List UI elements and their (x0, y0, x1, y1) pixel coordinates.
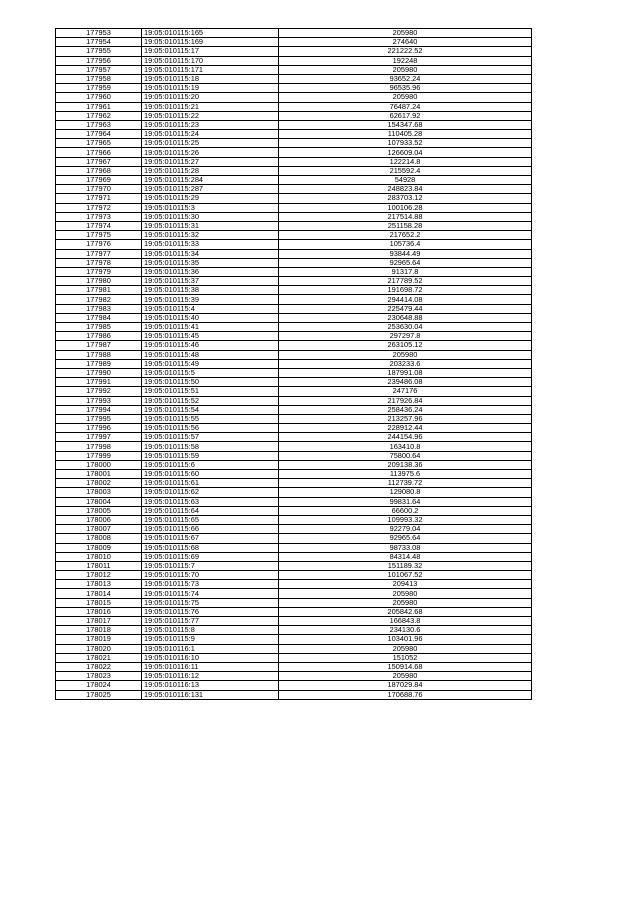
table-row (56, 166, 532, 175)
table-row (56, 451, 532, 460)
row-id-cell: 177972 (56, 203, 142, 212)
table-row (56, 249, 532, 258)
value-cell: 151189.32 (279, 561, 532, 570)
value-cell: 253630.04 (279, 323, 532, 332)
cadastral-number-cell: 19:05:010115:3 (142, 203, 279, 212)
row-id-cell: 178000 (56, 460, 142, 469)
table-row (56, 332, 532, 341)
value-cell: 92965.64 (279, 534, 532, 543)
cadastral-number-cell: 19:05:010115:284 (142, 176, 279, 185)
cadastral-number-cell: 19:05:010115:57 (142, 433, 279, 442)
table-row (56, 286, 532, 295)
value-cell: 112739.72 (279, 479, 532, 488)
cadastral-number-cell: 19:05:010115:55 (142, 414, 279, 423)
value-cell: 247176 (279, 387, 532, 396)
table-row (56, 506, 532, 515)
table-row (56, 617, 532, 626)
value-cell: 217926.84 (279, 396, 532, 405)
cadastral-number-cell: 19:05:010115:7 (142, 561, 279, 570)
value-cell: 297297.8 (279, 332, 532, 341)
table-row (56, 405, 532, 414)
value-cell: 91317.8 (279, 267, 532, 276)
value-cell: 154347.68 (279, 120, 532, 129)
row-id-cell: 177967 (56, 157, 142, 166)
value-cell: 191698.72 (279, 286, 532, 295)
cadastral-number-cell: 19:05:010115:27 (142, 157, 279, 166)
table-row (56, 231, 532, 240)
value-cell: 230648.88 (279, 313, 532, 322)
row-id-cell: 177959 (56, 84, 142, 93)
value-cell: 92965.64 (279, 258, 532, 267)
row-id-cell: 177958 (56, 74, 142, 83)
table-row (56, 681, 532, 690)
cadastral-number-cell: 19:05:010115:45 (142, 332, 279, 341)
value-cell: 99831.64 (279, 497, 532, 506)
table-row (56, 479, 532, 488)
cadastral-number-cell: 19:05:010115:29 (142, 194, 279, 203)
value-cell: 217652.2 (279, 231, 532, 240)
row-id-cell: 178023 (56, 672, 142, 681)
table-body (56, 29, 532, 700)
data-table (55, 28, 532, 700)
table-row (56, 185, 532, 194)
row-id-cell: 177977 (56, 249, 142, 258)
table-row (56, 515, 532, 524)
value-cell: 66600.2 (279, 506, 532, 515)
table-row (56, 258, 532, 267)
table-row (56, 607, 532, 616)
row-id-cell: 178007 (56, 525, 142, 534)
row-id-cell: 178006 (56, 515, 142, 524)
cadastral-number-cell: 19:05:010115:32 (142, 231, 279, 240)
value-cell: 251158.28 (279, 221, 532, 230)
value-cell: 163410.8 (279, 442, 532, 451)
table-row (56, 543, 532, 552)
row-id-cell: 177975 (56, 231, 142, 240)
table-row (56, 470, 532, 479)
cadastral-number-cell: 19:05:010115:30 (142, 212, 279, 221)
cadastral-number-cell: 19:05:010116:13 (142, 681, 279, 690)
row-id-cell: 177973 (56, 212, 142, 221)
table-row (56, 644, 532, 653)
table-row (56, 323, 532, 332)
cadastral-number-cell: 19:05:010115:34 (142, 249, 279, 258)
value-cell: 221222.52 (279, 47, 532, 56)
table-row (56, 84, 532, 93)
cadastral-number-cell: 19:05:010115:67 (142, 534, 279, 543)
cadastral-number-cell: 19:05:010115:37 (142, 277, 279, 286)
row-id-cell: 177994 (56, 405, 142, 414)
table-row (56, 653, 532, 662)
value-cell: 205842.68 (279, 607, 532, 616)
row-id-cell: 178014 (56, 589, 142, 598)
cadastral-number-cell: 19:05:010115:62 (142, 488, 279, 497)
table-row (56, 580, 532, 589)
row-id-cell: 177987 (56, 341, 142, 350)
table-row (56, 29, 532, 38)
table-row (56, 589, 532, 598)
cadastral-number-cell: 19:05:010115:64 (142, 506, 279, 515)
row-id-cell: 177985 (56, 323, 142, 332)
row-id-cell: 177999 (56, 451, 142, 460)
cadastral-number-cell: 19:05:010115:40 (142, 313, 279, 322)
value-cell: 263105.12 (279, 341, 532, 350)
cadastral-number-cell: 19:05:010115:35 (142, 258, 279, 267)
cadastral-number-cell: 19:05:010116:1 (142, 644, 279, 653)
row-id-cell: 177995 (56, 414, 142, 423)
value-cell: 105736.4 (279, 240, 532, 249)
cadastral-number-cell: 19:05:010115:287 (142, 185, 279, 194)
cadastral-number-cell: 19:05:010115:76 (142, 607, 279, 616)
cadastral-number-cell: 19:05:010115:169 (142, 38, 279, 47)
value-cell: 205980 (279, 672, 532, 681)
table-row (56, 387, 532, 396)
cadastral-number-cell: 19:05:010115:60 (142, 470, 279, 479)
value-cell: 113975.6 (279, 470, 532, 479)
table-row (56, 277, 532, 286)
table-row (56, 56, 532, 65)
cadastral-number-cell: 19:05:010115:26 (142, 148, 279, 157)
row-id-cell: 177961 (56, 102, 142, 111)
row-id-cell: 177974 (56, 221, 142, 230)
row-id-cell: 177988 (56, 350, 142, 359)
cadastral-number-cell: 19:05:010115:25 (142, 139, 279, 148)
cadastral-number-cell: 19:05:010115:5 (142, 368, 279, 377)
cadastral-number-cell: 19:05:010115:61 (142, 479, 279, 488)
row-id-cell: 178011 (56, 561, 142, 570)
cadastral-number-cell: 19:05:010115:9 (142, 635, 279, 644)
cadastral-number-cell: 19:05:010115:54 (142, 405, 279, 414)
row-id-cell: 177966 (56, 148, 142, 157)
value-cell: 96535.96 (279, 84, 532, 93)
table-row (56, 240, 532, 249)
table-row (56, 460, 532, 469)
row-id-cell: 177983 (56, 304, 142, 313)
cadastral-number-cell: 19:05:010115:6 (142, 460, 279, 469)
row-id-cell: 178013 (56, 580, 142, 589)
table-row (56, 433, 532, 442)
cadastral-number-cell: 19:05:010115:74 (142, 589, 279, 598)
row-id-cell: 177997 (56, 433, 142, 442)
value-cell: 225479.44 (279, 304, 532, 313)
table-row (56, 102, 532, 111)
row-id-cell: 178025 (56, 690, 142, 699)
value-cell: 126609.04 (279, 148, 532, 157)
row-id-cell: 177986 (56, 332, 142, 341)
value-cell: 110405.28 (279, 130, 532, 139)
value-cell: 294414.08 (279, 295, 532, 304)
value-cell: 244154.96 (279, 433, 532, 442)
row-id-cell: 177980 (56, 277, 142, 286)
cadastral-number-cell: 19:05:010115:24 (142, 130, 279, 139)
cadastral-number-cell: 19:05:010115:69 (142, 552, 279, 561)
row-id-cell: 177956 (56, 56, 142, 65)
cadastral-number-cell: 19:05:010116:10 (142, 653, 279, 662)
cadastral-number-cell: 19:05:010115:8 (142, 626, 279, 635)
value-cell: 192248 (279, 56, 532, 65)
row-id-cell: 177982 (56, 295, 142, 304)
row-id-cell: 178005 (56, 506, 142, 515)
row-id-cell: 177953 (56, 29, 142, 38)
cadastral-number-cell: 19:05:010115:66 (142, 525, 279, 534)
table-row (56, 396, 532, 405)
value-cell: 54928 (279, 176, 532, 185)
cadastral-number-cell: 19:05:010115:75 (142, 598, 279, 607)
value-cell: 187029.84 (279, 681, 532, 690)
row-id-cell: 177960 (56, 93, 142, 102)
cadastral-number-cell: 19:05:010115:65 (142, 515, 279, 524)
row-id-cell: 177963 (56, 120, 142, 129)
row-id-cell: 177998 (56, 442, 142, 451)
value-cell: 248823.84 (279, 185, 532, 194)
row-id-cell: 178020 (56, 644, 142, 653)
value-cell: 84314.48 (279, 552, 532, 561)
cadastral-number-cell: 19:05:010115:36 (142, 267, 279, 276)
table-row (56, 203, 532, 212)
table-row (56, 497, 532, 506)
row-id-cell: 178024 (56, 681, 142, 690)
row-id-cell: 178022 (56, 662, 142, 671)
row-id-cell: 177954 (56, 38, 142, 47)
cadastral-number-cell: 19:05:010115:165 (142, 29, 279, 38)
row-id-cell: 177984 (56, 313, 142, 322)
table-row (56, 267, 532, 276)
cadastral-number-cell: 19:05:010115:73 (142, 580, 279, 589)
cadastral-number-cell: 19:05:010115:39 (142, 295, 279, 304)
value-cell: 103401.96 (279, 635, 532, 644)
table-row (56, 93, 532, 102)
table-row (56, 635, 532, 644)
table-row (56, 194, 532, 203)
row-id-cell: 177989 (56, 359, 142, 368)
value-cell: 258436.24 (279, 405, 532, 414)
table-row (56, 74, 532, 83)
table-row (56, 304, 532, 313)
value-cell: 274640 (279, 38, 532, 47)
value-cell: 62617.92 (279, 111, 532, 120)
value-cell: 150914.68 (279, 662, 532, 671)
cadastral-number-cell: 19:05:010115:19 (142, 84, 279, 93)
table-row (56, 488, 532, 497)
row-id-cell: 178008 (56, 534, 142, 543)
value-cell: 122214.8 (279, 157, 532, 166)
row-id-cell: 177969 (56, 176, 142, 185)
table-row (56, 534, 532, 543)
row-id-cell: 177981 (56, 286, 142, 295)
row-id-cell: 177976 (56, 240, 142, 249)
value-cell: 93844.49 (279, 249, 532, 258)
table-row (56, 414, 532, 423)
value-cell: 234130.6 (279, 626, 532, 635)
cadastral-number-cell: 19:05:010115:68 (142, 543, 279, 552)
row-id-cell: 177955 (56, 47, 142, 56)
value-cell: 205980 (279, 29, 532, 38)
value-cell: 203233.6 (279, 359, 532, 368)
row-id-cell: 178015 (56, 598, 142, 607)
value-cell: 217789.52 (279, 277, 532, 286)
row-id-cell: 177996 (56, 424, 142, 433)
cadastral-number-cell: 19:05:010115:23 (142, 120, 279, 129)
value-cell: 170688.76 (279, 690, 532, 699)
value-cell: 205980 (279, 65, 532, 74)
value-cell: 239486.08 (279, 378, 532, 387)
row-id-cell: 178010 (56, 552, 142, 561)
row-id-cell: 177968 (56, 166, 142, 175)
value-cell: 215592.4 (279, 166, 532, 175)
value-cell: 166843.8 (279, 617, 532, 626)
table-row (56, 442, 532, 451)
cadastral-number-cell: 19:05:010115:33 (142, 240, 279, 249)
table-row (56, 598, 532, 607)
value-cell: 213257.96 (279, 414, 532, 423)
value-cell: 98733.08 (279, 543, 532, 552)
row-id-cell: 177962 (56, 111, 142, 120)
value-cell: 109993.32 (279, 515, 532, 524)
cadastral-number-cell: 19:05:010115:50 (142, 378, 279, 387)
table-row (56, 368, 532, 377)
cadastral-number-cell: 19:05:010116:131 (142, 690, 279, 699)
table-row (56, 672, 532, 681)
cadastral-number-cell: 19:05:010115:41 (142, 323, 279, 332)
row-id-cell: 177990 (56, 368, 142, 377)
cadastral-number-cell: 19:05:010115:22 (142, 111, 279, 120)
value-cell: 217514.88 (279, 212, 532, 221)
value-cell: 228912.44 (279, 424, 532, 433)
row-id-cell: 177964 (56, 130, 142, 139)
cadastral-number-cell: 19:05:010115:77 (142, 617, 279, 626)
table-row (56, 120, 532, 129)
table-row (56, 212, 532, 221)
row-id-cell: 177992 (56, 387, 142, 396)
row-id-cell: 177971 (56, 194, 142, 203)
cadastral-number-cell: 19:05:010115:171 (142, 65, 279, 74)
table-row (56, 295, 532, 304)
value-cell: 93652.24 (279, 74, 532, 83)
row-id-cell: 178002 (56, 479, 142, 488)
value-cell: 205980 (279, 598, 532, 607)
row-id-cell: 177965 (56, 139, 142, 148)
table-row (56, 341, 532, 350)
cadastral-number-cell: 19:05:010115:170 (142, 56, 279, 65)
cadastral-number-cell: 19:05:010115:28 (142, 166, 279, 175)
row-id-cell: 177979 (56, 267, 142, 276)
table-row (56, 571, 532, 580)
row-id-cell: 178012 (56, 571, 142, 580)
cadastral-number-cell: 19:05:010116:12 (142, 672, 279, 681)
row-id-cell: 178016 (56, 607, 142, 616)
cadastral-number-cell: 19:05:010115:18 (142, 74, 279, 83)
table-row (56, 47, 532, 56)
value-cell: 205980 (279, 93, 532, 102)
table-row (56, 552, 532, 561)
table-row (56, 424, 532, 433)
value-cell: 101067.52 (279, 571, 532, 580)
cadastral-number-cell: 19:05:010115:48 (142, 350, 279, 359)
table-row (56, 111, 532, 120)
cadastral-number-cell: 19:05:010115:49 (142, 359, 279, 368)
table-row (56, 221, 532, 230)
cadastral-number-cell: 19:05:010115:63 (142, 497, 279, 506)
cadastral-number-cell: 19:05:010115:70 (142, 571, 279, 580)
cadastral-number-cell: 19:05:010115:38 (142, 286, 279, 295)
cadastral-number-cell: 19:05:010115:46 (142, 341, 279, 350)
table-row (56, 378, 532, 387)
table-row (56, 38, 532, 47)
cadastral-number-cell: 19:05:010115:31 (142, 221, 279, 230)
row-id-cell: 177957 (56, 65, 142, 74)
table-row (56, 139, 532, 148)
value-cell: 283703.12 (279, 194, 532, 203)
row-id-cell: 178017 (56, 617, 142, 626)
table-row (56, 690, 532, 699)
cadastral-number-cell: 19:05:010115:21 (142, 102, 279, 111)
value-cell: 209413 (279, 580, 532, 589)
row-id-cell: 177978 (56, 258, 142, 267)
table-row (56, 626, 532, 635)
cadastral-number-cell: 19:05:010115:59 (142, 451, 279, 460)
cadastral-number-cell: 19:05:010115:20 (142, 93, 279, 102)
cadastral-number-cell: 19:05:010115:58 (142, 442, 279, 451)
value-cell: 92279.04 (279, 525, 532, 534)
row-id-cell: 178004 (56, 497, 142, 506)
cadastral-number-cell: 19:05:010116:11 (142, 662, 279, 671)
cadastral-number-cell: 19:05:010115:56 (142, 424, 279, 433)
row-id-cell: 178003 (56, 488, 142, 497)
value-cell: 129080.8 (279, 488, 532, 497)
row-id-cell: 177970 (56, 185, 142, 194)
cadastral-number-cell: 19:05:010115:52 (142, 396, 279, 405)
value-cell: 100106.28 (279, 203, 532, 212)
row-id-cell: 178009 (56, 543, 142, 552)
value-cell: 205980 (279, 589, 532, 598)
value-cell: 76487.24 (279, 102, 532, 111)
value-cell: 107933.52 (279, 139, 532, 148)
row-id-cell: 178021 (56, 653, 142, 662)
table-row (56, 65, 532, 74)
value-cell: 205980 (279, 350, 532, 359)
value-cell: 75800.64 (279, 451, 532, 460)
table-row (56, 313, 532, 322)
cadastral-number-cell: 19:05:010115:4 (142, 304, 279, 313)
table-row (56, 662, 532, 671)
value-cell: 209138.36 (279, 460, 532, 469)
table-row (56, 350, 532, 359)
table-row (56, 130, 532, 139)
row-id-cell: 177993 (56, 396, 142, 405)
row-id-cell: 178019 (56, 635, 142, 644)
value-cell: 205980 (279, 644, 532, 653)
table-row (56, 148, 532, 157)
row-id-cell: 178001 (56, 470, 142, 479)
value-cell: 187991.08 (279, 368, 532, 377)
table-row (56, 359, 532, 368)
table-row (56, 176, 532, 185)
value-cell: 151052 (279, 653, 532, 662)
row-id-cell: 178018 (56, 626, 142, 635)
row-id-cell: 177991 (56, 378, 142, 387)
cadastral-number-cell: 19:05:010115:51 (142, 387, 279, 396)
table-row (56, 157, 532, 166)
cadastral-number-cell: 19:05:010115:17 (142, 47, 279, 56)
table-row (56, 561, 532, 570)
table-row (56, 525, 532, 534)
